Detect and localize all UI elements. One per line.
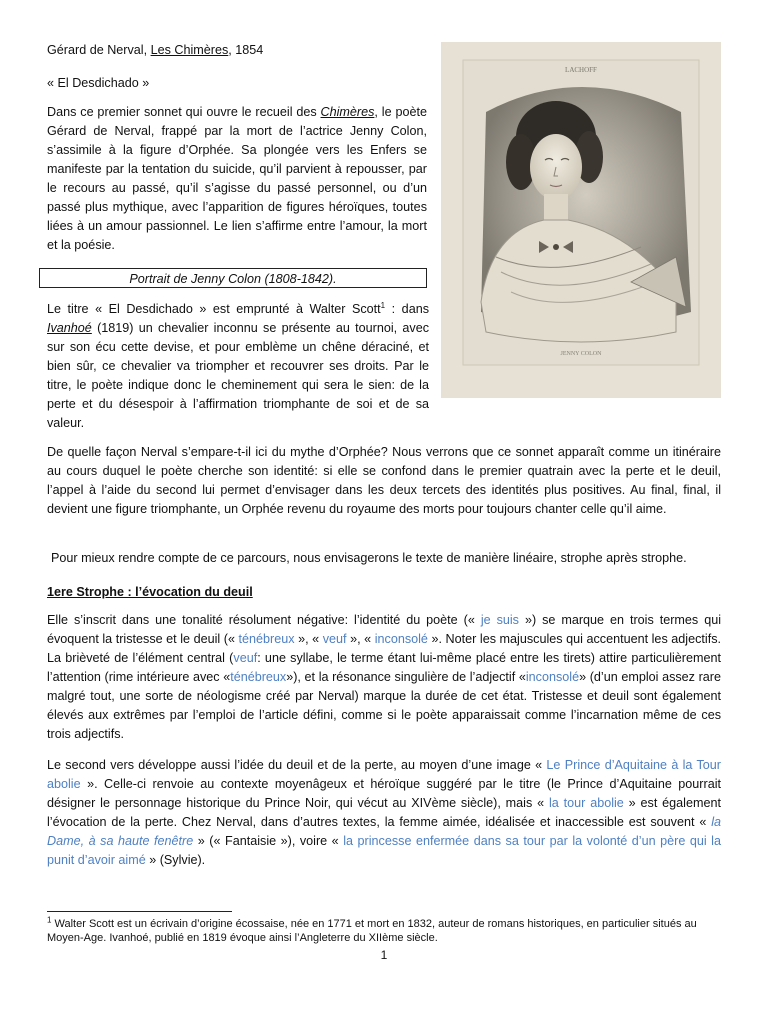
s2-text: » est également l’évocation de la perte. Chez Nerval, dans d’autres textes, la femme aimée, idéalisée et inaccessible est souvent «: [47, 796, 721, 829]
work-year: , 1854: [228, 43, 264, 57]
quote-dame-fenetre: la Dame, à sa haute fenêtre: [47, 815, 721, 848]
quote-prince-aquitaine: Le Prince d’Aquitaine à la Tour abolie: [47, 758, 721, 791]
intro-text-b: , le poète Gérard de Nerval, frappé par la mort de l’actrice Jenny Colon, s’assimile à la figure d’Orphée. Sa plongée vers les Enfers se manifeste par la tentation du suicide, qu’il parvient à repousser, par le recours au passé, qu’il s’agisse du passé personnel, ou d’un passé plus mythique, avec l’apparition de figures héroïques, toutes liées à un amour passionnel. Le lien s’affirme entre l’amour, la mort et la poésie.: [47, 105, 427, 252]
footnote: [47, 917, 727, 945]
s1-text: Elle s’inscrit dans une tonalité résolument négative: l’identité du poète («: [47, 613, 481, 627]
s1-text: ») se marque en trois termes qui évoquent la tristesse et le deuil («: [47, 613, 721, 646]
intro-paragraph: [47, 103, 427, 255]
quote-veuf-2: veuf: [233, 651, 258, 665]
s2-text: » (Sylvie).: [145, 853, 206, 867]
titre-text-a: Le titre « El Desdichado » est emprunté à Walter Scott: [47, 302, 381, 316]
portrait-top-label: LACHOFF: [565, 66, 597, 74]
document-title-line: [47, 40, 427, 60]
chimeres-title: Chimères: [320, 105, 375, 119]
quote-inconsole-2: inconsolé: [525, 670, 580, 684]
footnote-ref[interactable]: 1: [380, 300, 386, 310]
portrait-image: [441, 42, 721, 398]
page-number: 1: [380, 948, 388, 962]
footnote-divider: [47, 911, 232, 912]
s2-text: » (« Fantaisie »), voire «: [193, 834, 344, 848]
footnote-text: Walter Scott est un écrivain d’origine écossaise, née en 1771 et mort en 1832, auteur de romans historiques, en particulier situés au Moyen-Age. Ivanhoé, publié en 1819 évoque ainsi l’Angleterre du XIIème siècle.: [47, 918, 697, 944]
titre-text-b: : dans: [385, 302, 429, 316]
ivanhoe-title: Ivanhoé: [47, 321, 92, 335]
strophe1-paragraph: [47, 611, 721, 744]
s1-text: » (d’un emploi assez rare malgré tout, une sorte de néologisme créé par Nerval) marque la durée de cet état. Tristesse et deuil sont également élevés aux extrêmes par l’emploi de l’article défini, comme si le poète apparaissait comme l’incarnation même de ces trois adjectifs.: [47, 670, 721, 741]
s2-text: Le second vers développe aussi l’idée du deuil et de la perte, au moyen d’une image «: [47, 758, 547, 772]
quote-tour-abolie: la tour abolie: [548, 796, 624, 810]
portrait-bottom-label: JENNY COLON: [560, 351, 602, 357]
quote-tenebreux-2: ténébreux: [230, 670, 287, 684]
title-paragraph: [47, 300, 429, 433]
author-name: Gérard de Nerval,: [47, 43, 151, 57]
titre-text-c: (1819) un chevalier inconnu se présente au tournoi, avec sur son écu cette devise, et pour emblème un chêne déraciné, et bien sûr, ce chevalier va triompher et recouvrer ses droits. Par le titre, le poète indique donc le cheminement qui sera le sien: de la perte et du désespoir à l’affirmation triomphante de soi et de sa valeur.: [47, 321, 429, 430]
portrait-engraving: [441, 42, 721, 398]
intro-text-a: Dans ce premier sonnet qui ouvre le recueil des: [47, 105, 321, 119]
strophe1-heading: 1ere Strophe : l’évocation du deuil: [47, 585, 253, 599]
orphee-paragraph: De quelle façon Nerval s’empare-t-il ici du mythe d’Orphée? Nous verrons que ce sonnet apparaît comme un itinéraire au cours duquel le poète cherche son identité: si elle se confond dans le premier quatrain avec la perte et le deuil, l’appel à l’aide du second lui permet d’envisager dans les deux tercets des identités plus positives. Au final, final, il devient une figure triomphante, un Orphée revenu du royaume des morts pour toujours chanter celle qu’il aime.: [47, 445, 721, 516]
s1-text: », «: [294, 632, 323, 646]
quote-tenebreux: ténébreux: [238, 632, 295, 646]
quote-princesse: la princesse enfermée dans sa tour par la volonté d’un père qui la punit d’avoir aimé: [47, 834, 721, 867]
s1-text: »), et la résonance singulière de l’adjectif «: [286, 670, 526, 684]
work-title: Les Chimères: [150, 43, 229, 57]
poem-title: « El Desdichado »: [47, 76, 150, 90]
quote-je-suis: je suis: [480, 613, 519, 627]
parcours-paragraph: Pour mieux rendre compte de ce parcours, nous envisagerons le texte de manière linéaire, strophe après strophe.: [51, 551, 687, 565]
quote-veuf: veuf: [322, 632, 347, 646]
footnote-number: 1: [47, 915, 52, 925]
s1-text: ». Noter les majuscules qui accentuent les adjectifs. La brièveté de l’élément central (: [47, 632, 721, 665]
quote-inconsole: inconsolé: [374, 632, 428, 646]
s2-text: ». Celle-ci renvoie au contexte moyenâgeux et héroïque suggéré par le titre (le Prince d’Aquitaine pourrait désigner le personnage historique du Prince Noir, qui vécut au XIVème siècle), mais «: [47, 777, 721, 810]
portrait-caption: Portrait de Jenny Colon (1808-1842).: [39, 268, 427, 288]
strophe2-paragraph: [47, 756, 721, 870]
s1-text: : une syllabe, le terme étant lui-même placé entre les tirets) attire particulièrement l’attention (rime intérieure avec «: [47, 651, 721, 684]
s1-text: », «: [346, 632, 375, 646]
